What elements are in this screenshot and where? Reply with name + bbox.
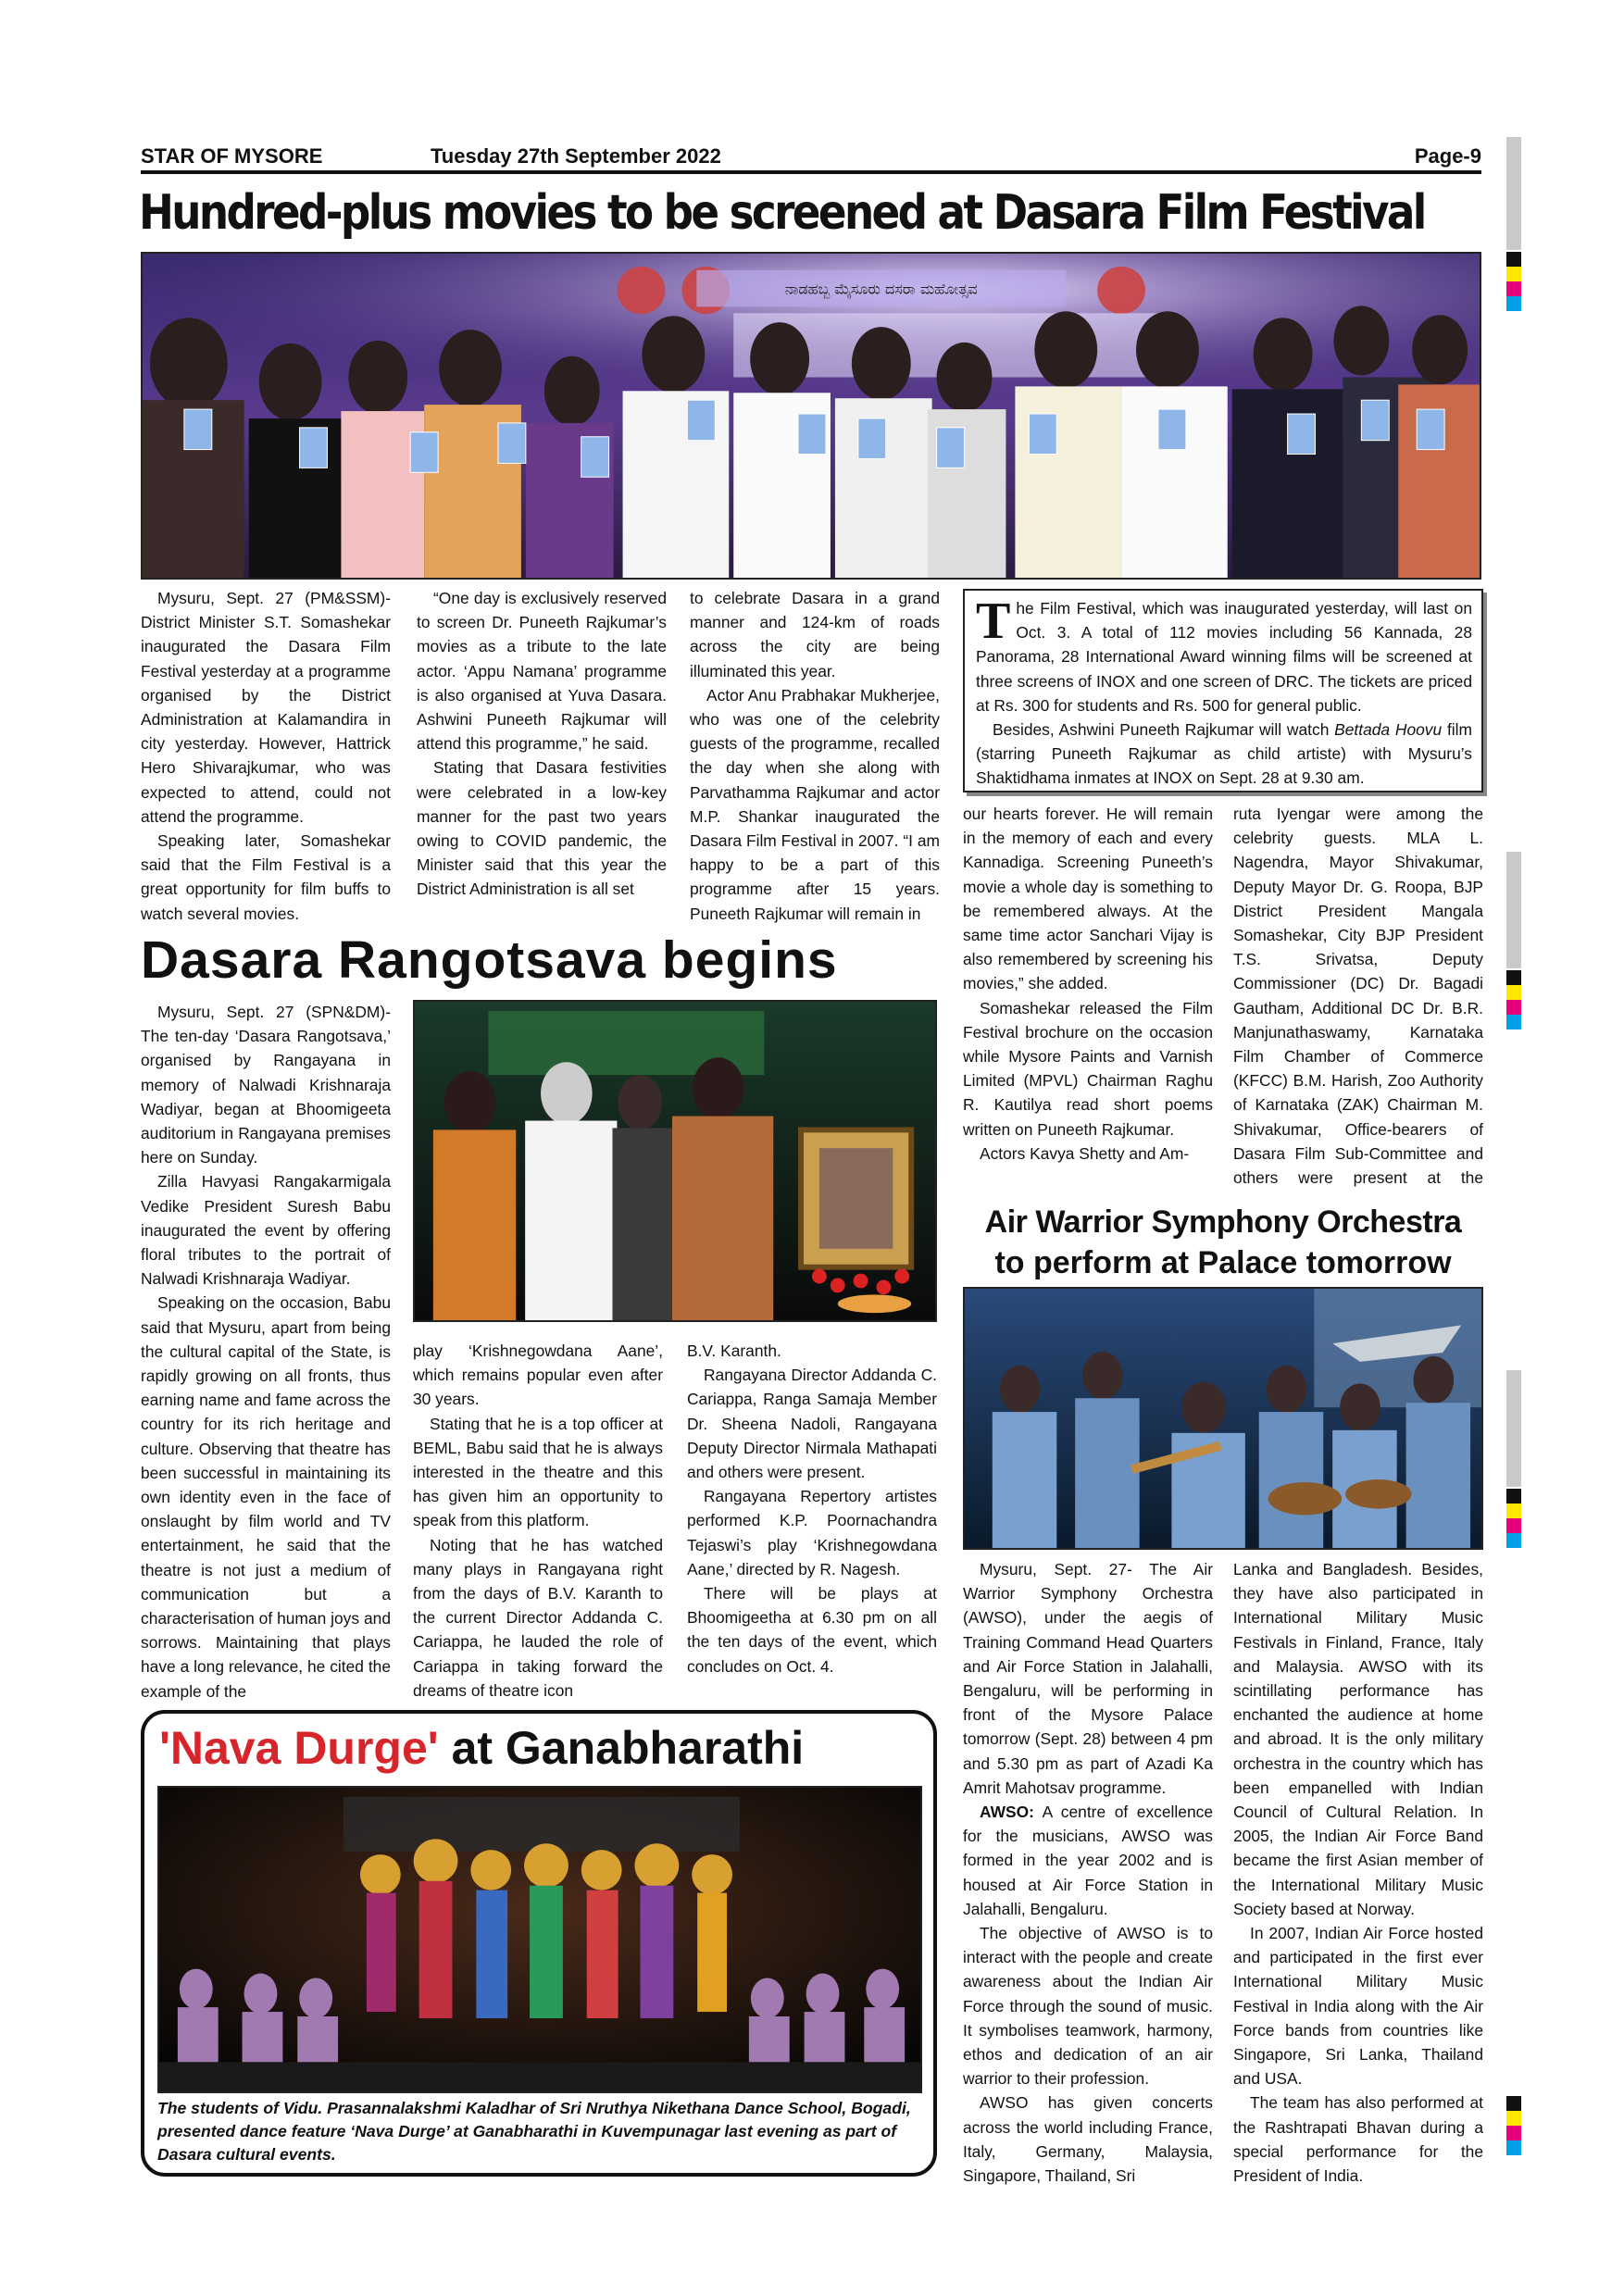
issue-date: Tuesday 27th September 2022 bbox=[431, 144, 721, 168]
rangotsava-headline: Dasara Rangotsava begins bbox=[141, 930, 838, 990]
info-box-text bbox=[976, 596, 1472, 791]
paragraph: Mysuru, Sept. 27 (PM&SSM)- District Minister S.T. Somashekar inaugurated the Dasara Film Festival yesterday at a programme organised by the District Administration at Kalamandira in city yesterday. However, Hattrick Hero Shivarajkumar, who was expected to attend, could not attend the programme. bbox=[141, 589, 391, 826]
headline-quoted-title: 'Nava Durge' bbox=[159, 1722, 439, 1774]
air-warrior-column-1 bbox=[963, 1557, 1213, 2205]
paragraph: Somashekar released the Film Festival brochure on the occasion while Mysore Paints and Varnish Limited (MPVL) Chairman Raghu R. Kautilya read short poems written on Puneeth Rajkumar. bbox=[963, 998, 1213, 1139]
film-festival-column-2 bbox=[417, 586, 667, 929]
info-box-line: Besides, Ashwini Puneeth Rajkumar will watch bbox=[993, 720, 1335, 740]
paragraph: our hearts forever. He will remain in the memory of each and every Kannadiga. Screening Puneeth’s movie a whole day is something to be remembered always. At the same time actor Sanchari Vijay is also remembered by screening his movies,” she added. bbox=[963, 805, 1213, 993]
paragraph: Speaking on the occasion, Babu said that Mysuru, apart from being the cultural capital of the State, is rapidly growing on all fronts, thus earning name and fame across the country for its rich heritage and culture. Observing that theatre has been successful in maintaining its own identity even in the face of onslaught by film world and TV entertainment, he said that the theatre is not just a medium of communication but a characterisation of human joys and sorrows. Maintaining that plays have a long relevance, he cited the example of the bbox=[141, 1293, 391, 1701]
paragraph: The team has also performed at the Rashtrapati Bhavan during a special performance for the President of India. bbox=[1233, 2093, 1483, 2186]
drop-cap: T bbox=[976, 596, 1011, 650]
paragraph: There will be plays at Bhoomigeetha at 6.30 pm on all the ten days of the event, which concludes on Oct. 4. bbox=[687, 1584, 937, 1676]
paragraph bbox=[976, 718, 1472, 791]
margin-grey-bar bbox=[1506, 852, 1521, 968]
nava-durge-caption: The students of Vidu. Prasannalakshmi Kaladhar of Sri Nruthya Nikethana Dance School, Bogadi, presented dance feature ‘Nava Durge’ at Ganabharathi in Kuvempunagar last evening as part of Dasara cultural events. bbox=[157, 2099, 911, 2164]
film-festival-column-3 bbox=[690, 586, 940, 929]
masthead-rule bbox=[141, 170, 1481, 174]
air-warrior-headline-line-1: Air Warrior Symphony Orchestra bbox=[984, 1204, 1462, 1240]
film-festival-column-5 bbox=[1233, 802, 1483, 1191]
rangotsava-column-1 bbox=[141, 1000, 391, 1703]
film-festival-headline: Hundred-plus movies to be screened at Dasara Film Festival bbox=[139, 185, 1425, 241]
registration-mark bbox=[1506, 2096, 1521, 2155]
paragraph: to celebrate Dasara in a grand manner and 124-km of roads across the city are being illuminated this year. bbox=[690, 589, 940, 680]
paragraph: Noting that he has watched many plays in Rangayana right from the days of B.V. Karanth to the current Director Addanda C. Cariappa, he lauded the role of Cariappa in taking forward the dreams of theatre icon bbox=[413, 1535, 663, 1700]
registration-mark bbox=[1506, 970, 1521, 1029]
nava-durge-headline bbox=[159, 1719, 804, 1777]
awso-label: AWSO: bbox=[980, 1803, 1034, 1822]
paragraph: Lanka and Bangladesh. Besides, they have also participated in International Military Music Festivals in Finland, France, Italy and Malaysia. AWSO with its scintillating performance has enchanted the audience at home and abroad. It is the only military orchestra in the country which has been empanelled with Indian Council of Cultural Relation. In 2005, the Indian Air Force Band became the first Asian member of the International Military Music Society based at Norway. bbox=[1233, 1560, 1483, 1918]
paragraph: Stating that Dasara festivities were celebrated in a low-key manner for the past two years owing to COVID pandemic, the Minister said that this year the District Administration is all set bbox=[417, 758, 667, 899]
paragraph: Zilla Havyasi Rangakarmigala Vedike President Suresh Babu inaugurated the event by offering floral tributes to the portrait of Nalwadi Krishnaraja Wadiyar. bbox=[141, 1172, 391, 1289]
paragraph: play ‘Krishnegowdana Aane’, which remains popular even after 30 years. bbox=[413, 1341, 663, 1409]
margin-grey-bar bbox=[1506, 1370, 1521, 1487]
rangotsava-column-2 bbox=[413, 1339, 663, 1700]
paragraph: B.V. Karanth. bbox=[687, 1341, 781, 1360]
nava-durge-photo bbox=[157, 1786, 922, 2093]
info-box-line: he Film Festival, which was inaugurated yesterday, will last on Oct. 3. A total of 112 movies including 56 Kannada, 28 Panorama, 28 International Award winning films will be screened at three screens of INOX and one screen of DRC. The tickets are priced at Rs. 300 for students and Rs. 500 for general public. bbox=[976, 599, 1472, 715]
film-festival-photo bbox=[141, 252, 1481, 580]
photo-banner-text: ನಾಡಹಬ್ಬ ಮೈಸೂರು ದಸರಾ ಮಹೋತ್ಸವ bbox=[784, 280, 978, 298]
film-festival-column-1 bbox=[141, 586, 391, 929]
info-box-line: film (starring Puneeth Rajkumar as child artiste) with Mysuru’s Shaktidhama inmates at INOX on Sept. 28 at 9.30 am. bbox=[976, 720, 1472, 788]
paragraph: Mysuru, Sept. 27- The Air Warrior Symphony Orchestra (AWSO), under the aegis of Training Command Head Quarters and Air Force Station in Jalahalli, Bengaluru, will be performing in front of the Mysore Palace tomorrow (Sept. 28) between 4 pm and 5.30 pm as part of Azadi Ka Amrit Mahotsav programme. bbox=[963, 1560, 1213, 1797]
paragraph-text: A centre of excellence for the musicians, AWSO was formed in the year 2002 and is housed at Air Force Station in Jalahalli, Bengaluru. bbox=[963, 1803, 1213, 1918]
paragraph: Stating that he is a top officer at BEML, Babu said that he is always interested in the theatre and this has given him an opportunity to speak from this platform. bbox=[413, 1414, 663, 1530]
paragraph: In 2007, Indian Air Force hosted and participated in the first ever International Military Music Festival in India along with the Air Force bands from countries like Singapore, Sri Lanka, Thailand and USA. bbox=[1233, 1924, 1483, 2089]
air-warrior-photo bbox=[963, 1287, 1483, 1550]
film-festival-column-4 bbox=[963, 802, 1213, 1191]
paragraph: Actor Anu Prabhakar Mukherjee, who was one of the celebrity guests of the programme, recalled the day when she along with Parvathamma Rajkumar and actor M.P. Shankar inaugurated the Dasara Film Festival in 2007. “I am happy to be a part of this programme after 15 years. Puneeth Rajkumar will remain in bbox=[690, 685, 940, 923]
paragraph: Mysuru, Sept. 27 (SPN&DM)- The ten-day ‘Dasara Rangotsava,’ organised by Rangayana in memory of Nalwadi Krishnaraja Wadiyar, began at Bhoomigeeta auditorium in Rangayana premises here on Sunday. bbox=[141, 1003, 391, 1167]
paragraph bbox=[976, 596, 1472, 718]
rangotsava-column-3 bbox=[687, 1339, 937, 1700]
paragraph: Rangayana Director Addanda C. Cariappa, Ranga Samaja Member Dr. Sheena Nadoli, Rangayana Deputy Director Nirmala Mathapati and others were present. bbox=[687, 1366, 937, 1482]
page-number: Page-9 bbox=[1414, 144, 1481, 168]
film-title: Bettada Hoovu bbox=[1334, 720, 1443, 740]
registration-mark bbox=[1506, 1489, 1521, 1548]
paragraph: The objective of AWSO is to interact with the people and create awareness about the Indian Air Force through the sound of music. It symbolises teamwork, harmony, ethos and dedication of an air warrior to their profession. bbox=[963, 1924, 1213, 2089]
margin-grey-bar bbox=[1506, 137, 1521, 250]
air-warrior-column-2 bbox=[1233, 1557, 1483, 2205]
paragraph: AWSO has given concerts across the world including France, Italy, Germany, Malaysia, Singapore, Thailand, Sri bbox=[963, 2093, 1213, 2186]
headline-rest: at Ganabharathi bbox=[438, 1722, 805, 1774]
paragraph: ruta Iyengar were among the celebrity guests. MLA L. Nagendra, Mayor Shivakumar, Deputy Mayor Dr. G. Roopa, BJP District President Mangala Somashekar, City BJP President T.S. Srivatsa, Deputy Commissioner (DC) Dr. Bagadi Gautham, Additional DC Dr. B.R. Manjunathaswamy, Karnataka Film Chamber of Commerce (KFCC) B.M. Harish, Zoo Authority of Karnataka (ZAK) Chairman M. Shivakumar, Office-bearers of Dasara Film Sub-Committee and others were present at the bbox=[1233, 805, 1483, 1188]
paper-name: STAR OF MYSORE bbox=[141, 144, 323, 168]
rangotsava-photo bbox=[413, 1000, 937, 1322]
paragraph: “One day is exclusively reserved to screen Dr. Puneeth Rajkumar’s movies as a tribute to the late actor. ‘Appu Namana’ programme is also organised at Yuva Dasara. Ashwini Puneeth Rajkumar will attend this programme,” he said. bbox=[417, 589, 667, 754]
air-warrior-headline-line-2: to perform at Palace tomorrow bbox=[994, 1245, 1452, 1280]
paragraph bbox=[963, 1800, 1213, 1921]
film-festival-info-box bbox=[963, 589, 1483, 792]
paragraph: Rangayana Repertory artistes performed K.P. Poornachandra Tejaswi’s play ‘Krishnegowdana Aane,’ directed by R. Nagesh. bbox=[687, 1487, 937, 1578]
paragraph: Speaking later, Somashekar said that the Film Festival is a great opportunity for film buffs to watch several movies. bbox=[141, 831, 391, 923]
registration-mark bbox=[1506, 252, 1521, 311]
paragraph: Actors Kavya Shetty and Am- bbox=[980, 1143, 1190, 1163]
nava-durge-box bbox=[141, 1710, 937, 2177]
